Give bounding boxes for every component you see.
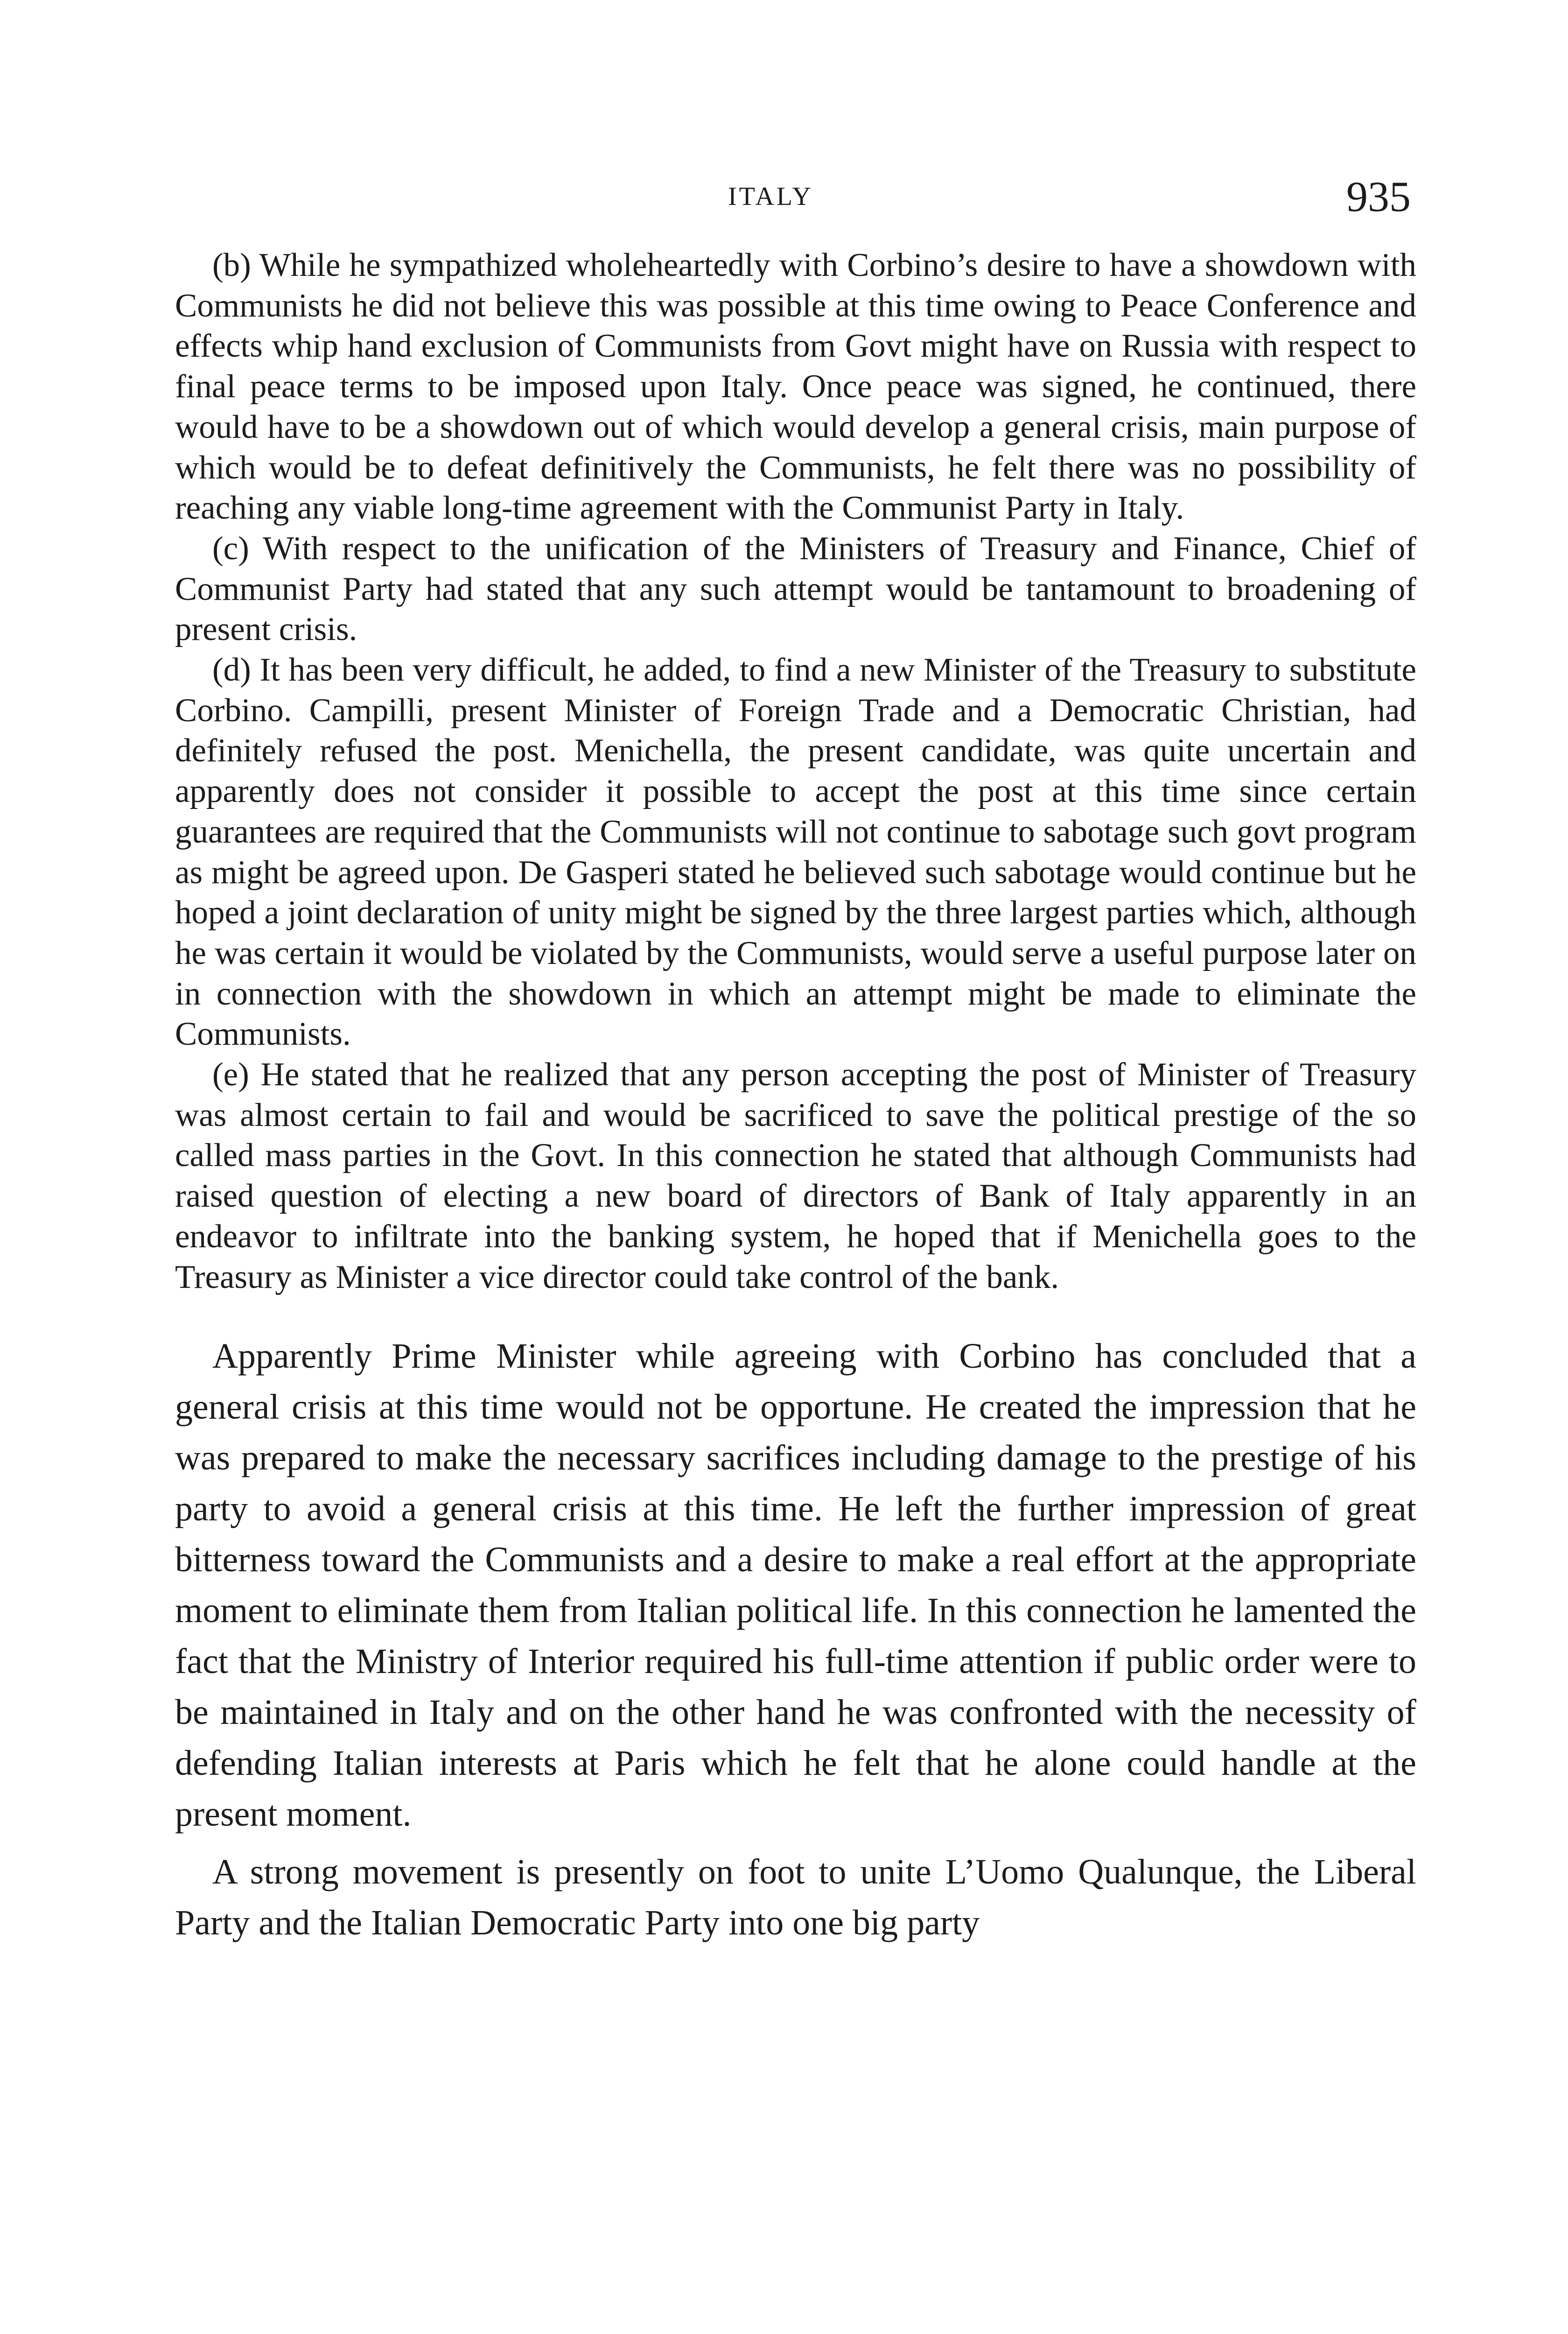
paragraph-c: (c) With respect to the unification of the Ministers of Treasury and Finance, Chief of Communist Party had stated that any such attempt would be tantamount to broadening of present crisis. bbox=[175, 530, 1416, 648]
paragraph-b: (b) While he sympathized wholeheartedly with Corbino’s desire to have a showdown with Communists he did not believe this was possible at this time owing to Peace Conference and effects whip hand exclusion of Communists from Govt might have on Russia with respect to final peace terms to be imposed upon Italy. Once peace was signed, he continued, there would have to be a showdown out of which would develop a general crisis, main purpose of which would be to defeat definitively the Communists, he felt there was no possibility of reaching any viable long-time agreement with the Communist Party in Italy. bbox=[175, 247, 1416, 527]
paragraph-d: (d) It has been very difficult, he added, to find a new Minister of the Treasury to substitute Corbino. Campilli, present Minister of Foreign Trade and a Democratic Christian, had definitely refused the post. Menichella, the present candidate, was quite uncertain and apparently does not consider it possible to accept the post at this time since certain guarantees are required that the Communists will not continue to sabotage such govt program as might be agreed upon. De Gasperi stated he believed such sabotage would continue but he hoped a joint declaration of unity might be signed by the three largest parties which, although he was certain it would be violated by the Communists, would serve a useful purpose later on in connection with the showdown in which an attempt might be made to eliminate the Communists. bbox=[175, 652, 1416, 1053]
commentary-paragraph: A strong movement is presently on foot to unite L’Uomo Qualunque, the Liberal Party and the Italian Democratic Party into one big party bbox=[175, 1852, 1416, 1943]
report-summary-block bbox=[175, 245, 1416, 1297]
page-number: 935 bbox=[1346, 173, 1411, 220]
paragraph-e: (e) He stated that he realized that any person accepting the post of Minister of Treasury was almost certain to fail and would be sacrificed to save the political prestige of the so called mass parties in the Govt. In this connection he stated that although Communists had raised question of electing a new board of directors of Bank of Italy apparently in an endeavor to infiltrate into the banking system, he hoped that if Menichella goes to the Treasury as Minister a vice director could take control of the bank. bbox=[175, 1056, 1416, 1295]
running-head bbox=[0, 175, 1568, 222]
running-head-title: ITALY bbox=[728, 182, 813, 211]
commentary-block bbox=[175, 1331, 1416, 1948]
body-text bbox=[175, 245, 1416, 1948]
commentary-paragraph: Apparently Prime Minister while agreeing with Corbino has concluded that a general crisis at this time would not be opportune. He created the impression that he was prepared to make the necessary sacrifices including damage to the prestige of his party to avoid a general crisis at this time. He left the further impression of great bitterness toward the Communists and a desire to make a real effort at the appropriate moment to eliminate them from Italian political life. In this connection he lamented the fact that the Ministry of Interior required his full-time attention if public order were to be maintained in Italy and on the other hand he was confronted with the necessity of defending Italian interests at Paris which he felt that he alone could handle at the present moment. bbox=[175, 1336, 1416, 1834]
